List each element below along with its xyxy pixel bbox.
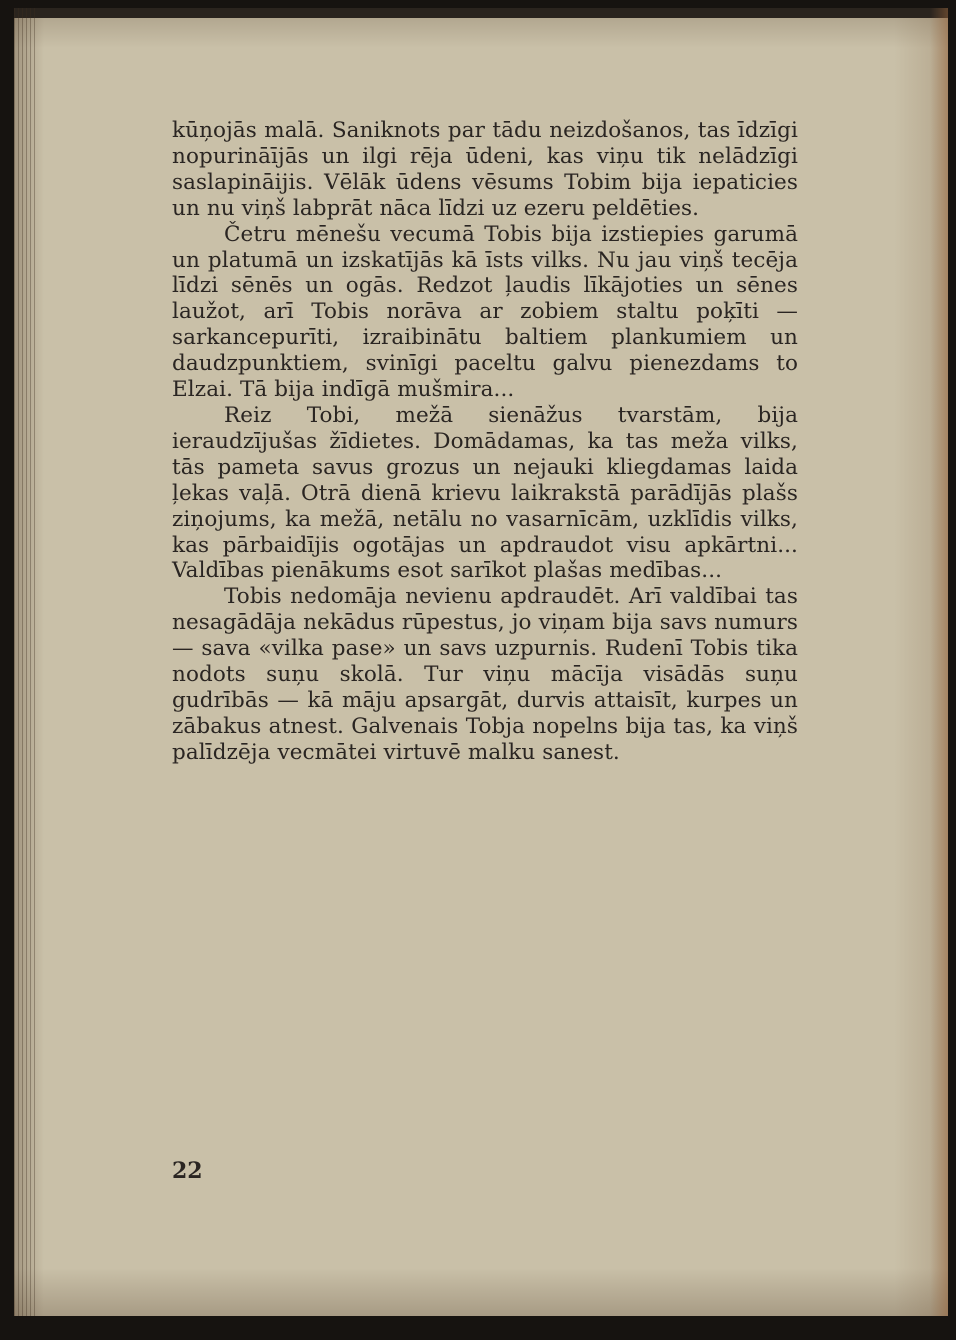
top-shadow-strip <box>14 8 948 18</box>
body-text <box>172 118 798 766</box>
right-edge-discoloration <box>930 8 948 1316</box>
paragraph-1: kūņojās malā. Saniknots par tādu neizdošanos, tas īdzīgi nopurināījās un ilgi rēja ūdeni, kas viņu tik nelādzīgi saslapināijis. Vēlāk ūdens vēsums Tobim bija iepaticies un nu viņš labprāt nāca līdzi uz ezeru peldēties. <box>172 118 798 221</box>
paragraph-4: Tobis nedomāja nevienu apdraudēt. Arī valdībai tas nesagādāja nekādus rūpestus, jo viņam bija savs numurs — sava «vilka pase» un savs uzpurnis. Rudenī Tobis tika nodots suņu skolā. Tur viņu mācīja visādās suņu gudrībās — kā māju apsargāt, durvis attaisīt, kurpes un zābakus atnest. Galvenais Tobja nopelns bija tas, ka viņš palīdzēja vecmātei virtuvē malku sanest. <box>172 584 798 765</box>
page-number: 22 <box>172 1158 203 1184</box>
paragraph-2: Četru mēnešu vecumā Tobis bija izstiepies garumā un platumā un izskatījās kā īsts vilks. Nu jau viņš tecēja līdzi sēnēs un ogās. Redzot ļaudis līkājoties un sēnes laužot, arī Tobis norāva ar zobiem staltu poķīti — sarkancepurīti, izraibinātu baltiem plankumiem un daudzpunktiem, svinīgi paceltu galvu pienezdams to Elzai. Tā bija indīgā mušmira... <box>172 221 798 403</box>
page-edge-lines <box>14 8 38 1316</box>
paragraph-3: Reiz Tobi, mežā sienāžus tvarstām, bija ierаudzījušas žīdietes. Domādamas, ka tas meža vilks, tās pameta savus grozus un nejauki kliegdamas laida ļekas vaļā. Otrā dienā krievu laikrakstā parādījās plašs ziņojums, ka mežā, netālu no vasarnīcām, uzklīdis vilks, kas pārbaidījis ogotājas un apdraudot visu apkārtni... Valdības pienākums esot sarīkot plašas medības... <box>172 402 798 584</box>
